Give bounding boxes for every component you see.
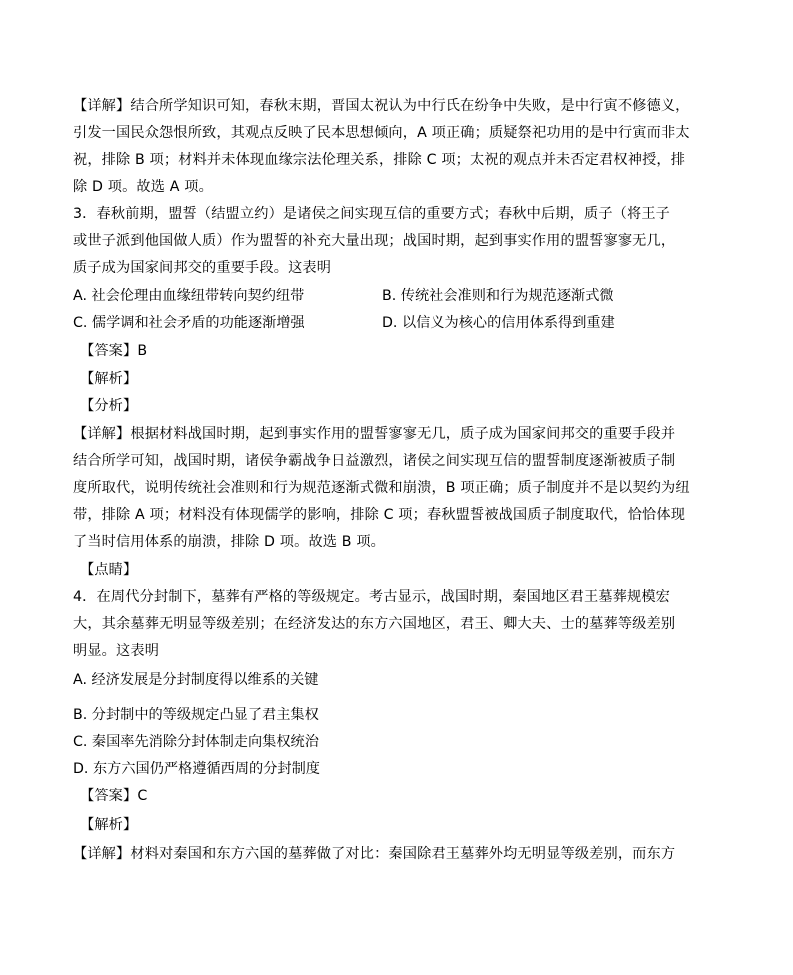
q2-detail-line-1: 【详解】结合所学知识可知，春秋末期，晋国太祝认为中行氏在纷争中失败，是中行寅不修德义， xyxy=(73,98,690,114)
q4-stem-line-2: 大，其余墓葬无明显等级差别；在经济发达的东方六国地区，君王、卿大夫、士的墓葬等级差别 xyxy=(73,616,676,632)
q4-option-d: D. 东方六国仍严格遵循西周的分封制度 xyxy=(73,761,320,777)
q3-detail-line-4: 带，排除 A 项；材料没有体现儒学的影响，排除 C 项；春秋盟誓被战国质子制度取代，恰恰体现 xyxy=(73,507,686,523)
q4-option-a: A. 经济发展是分封制度得以维系的关键 xyxy=(73,672,319,688)
q3-option-a: A. 社会伦理由血缘纽带转向契约纽带 xyxy=(73,288,305,304)
q4-analysis-heading: 【解析】 xyxy=(80,817,138,833)
q3-detail-line-2: 结合所学可知，战国时期，诸侯争霸战争日益激烈，诸侯之间实现互信的盟誓制度逐渐被质子制 xyxy=(73,453,676,469)
q3-detail-line-1: 【详解】根据材料战国时期，起到事实作用的盟誓寥寥无几，质子成为国家间邦交的重要手段并 xyxy=(73,426,676,442)
q2-detail-line-3: 祝，排除 B 项；材料并未体现血缘宗法伦理关系，排除 C 项；太祝的观点并未否定君权神授，排 xyxy=(73,152,686,168)
q4-stem-line-1: 4．在周代分封制下，墓葬有严格的等级规定。考古显示，战国时期，秦国地区君王墓葬规模宏 xyxy=(73,589,671,605)
q3-detail-line-5: 了当时信用体系的崩溃，排除 D 项。故选 B 项。 xyxy=(73,534,386,550)
q3-stem-line-2: 或世子派到他国做人质）作为盟誓的补充大量出现；战国时期，起到事实作用的盟誓寥寥无几， xyxy=(73,233,676,249)
q4-option-c: C. 秦国率先消除分封体制走向集权统治 xyxy=(73,734,319,750)
q4-option-b: B. 分封制中的等级规定凸显了君主集权 xyxy=(73,707,319,723)
q3-dianjing-heading: 【点睛】 xyxy=(80,562,138,578)
q4-stem-line-3: 明显。这表明 xyxy=(73,643,160,659)
q3-option-c: C. 儒学调和社会矛盾的功能逐渐增强 xyxy=(73,315,305,331)
q3-option-b: B. 传统社会准则和行为规范逐渐式微 xyxy=(382,288,614,304)
q3-option-d: D. 以信义为核心的信用体系得到重建 xyxy=(382,315,615,331)
q3-detail-line-3: 度所取代，说明传统社会准则和行为规范逐渐式微和崩溃，B 项正确；质子制度并不是以契约为纽 xyxy=(73,480,690,496)
q2-detail-line-2: 引发一国民众怨恨所致，其观点反映了民本思想倾向，A 项正确；质疑祭祀功用的是中行寅而非太 xyxy=(73,125,690,141)
q4-answer: 【答案】C xyxy=(80,788,148,804)
q3-stem-line-1: 3．春秋前期，盟誓（结盟立约）是诸侯之间实现互信的重要方式；春秋中后期，质子（将王子 xyxy=(73,206,671,222)
q3-analysis-heading: 【解析】 xyxy=(80,371,138,387)
q2-detail-line-4: 除 D 项。故选 A 项。 xyxy=(73,179,213,195)
q3-fenxi-heading: 【分析】 xyxy=(80,398,138,414)
q3-stem-line-3: 质子成为国家间邦交的重要手段。这表明 xyxy=(73,260,332,276)
q3-answer: 【答案】B xyxy=(80,343,148,359)
q4-detail-line-1: 【详解】材料对秦国和东方六国的墓葬做了对比：秦国除君王墓葬外均无明显等级差别，而东方 xyxy=(73,846,676,862)
